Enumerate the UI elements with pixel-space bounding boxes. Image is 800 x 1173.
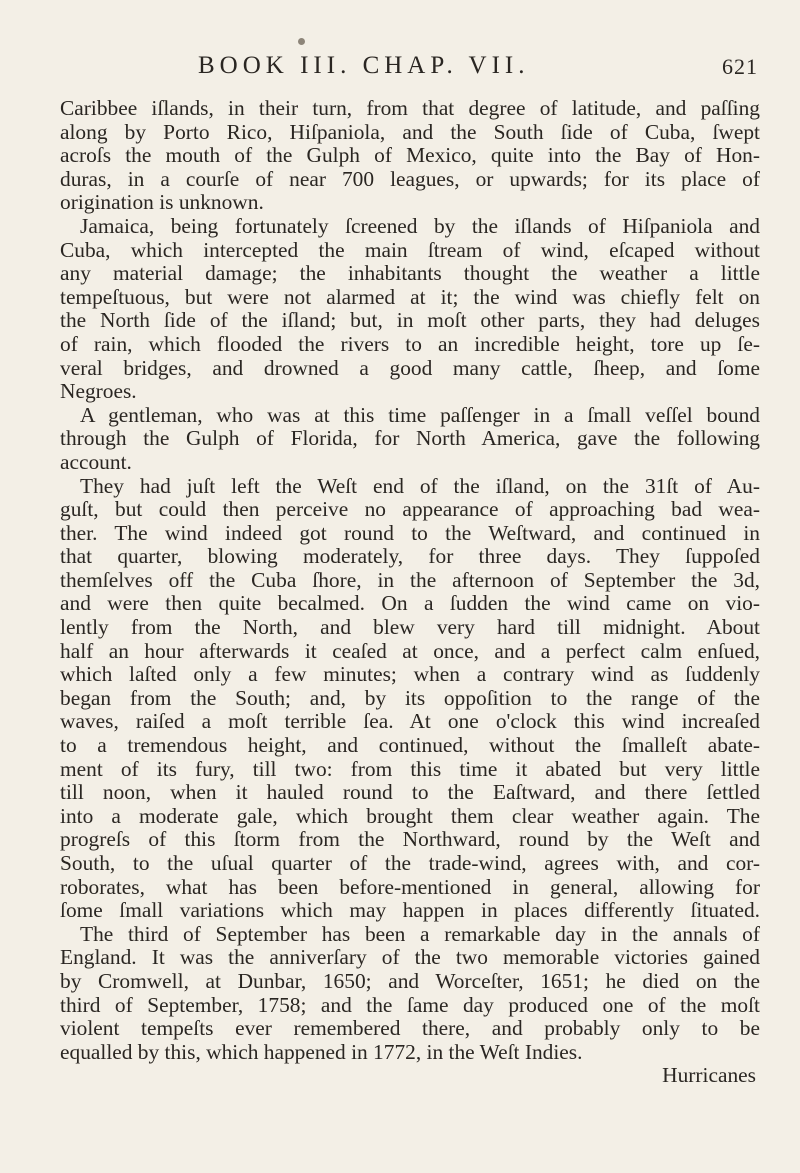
page-number: 621 <box>722 54 758 79</box>
text-line: through the Gulph of Florida, for North America, gave the following <box>60 427 760 451</box>
text-line: They had juſt left the Weſt end of the iſland, on the 31ſt of Au- <box>80 474 760 498</box>
text-line: the North ſide of the iſland; but, in moſt other parts, they had deluges <box>60 309 760 333</box>
text-line: equalled by this, which happened in 1772, in the Weſt Indies. <box>60 1040 583 1064</box>
text-line: ment of its fury, till two: from this time it abated but very little <box>60 757 760 781</box>
running-title: BOOK III. CHAP. VII. <box>198 52 530 79</box>
page-header <box>198 52 758 86</box>
text-line: A gentleman, who was at this time paſſenger in a ſmall veſſel bound <box>80 403 760 427</box>
body-text <box>60 97 760 1088</box>
text-line: themſelves off the Cuba ſhore, in the afternoon of September the 3d, <box>60 568 760 592</box>
text-line: and were then quite becalmed. On a ſudden the wind came on vio- <box>60 592 760 616</box>
text-line: began from the South; and, by its oppoſition to the range of the <box>60 686 760 710</box>
text-line: along by Porto Rico, Hiſpaniola, and the South ſide of Cuba, ſwept <box>60 120 760 144</box>
text-line: third of September, 1758; and the ſame day produced one of the moſt <box>60 993 760 1017</box>
text-line: till noon, when it hauled round to the Eaſtward, and there ſettled <box>60 781 760 805</box>
text-line: that quarter, blowing moderately, for three days. They ſuppoſed <box>60 545 760 569</box>
text-line: into a moderate gale, which brought them clear weather again. The <box>60 804 760 828</box>
text-line: Cuba, which intercepted the main ſtream of wind, eſcaped without <box>60 238 760 262</box>
text-line: account. <box>60 450 132 474</box>
text-line: roborates, what has been before-mentioned in general, allowing for <box>60 875 760 899</box>
ink-dot <box>298 38 305 45</box>
text-line: any material damage; the inhabitants thought the weather a little <box>60 262 760 286</box>
text-line: half an hour afterwards it ceaſed at once, and a perfect calm enſued, <box>60 639 760 663</box>
text-line: progreſs of this ſtorm from the Northward, round by the Weſt and <box>60 828 760 852</box>
text-line: ſome ſmall variations which may happen in places differently ſituated. <box>60 899 760 923</box>
text-line: Jamaica, being fortunately ſcreened by the iſlands of Hiſpaniola and <box>80 214 760 238</box>
text-line: of rain, which flooded the rivers to an incredible height, tore up ſe- <box>60 332 760 356</box>
text-line: to a tremendous height, and continued, without the ſmalleſt abate- <box>60 734 760 758</box>
text-line: ther. The wind indeed got round to the Weſtward, and continued in <box>60 521 760 545</box>
text-line: Caribbee iſlands, in their turn, from that degree of latitude, and paſſing <box>60 97 760 120</box>
text-line: guſt, but could then perceive no appearance of approaching bad wea- <box>60 498 760 522</box>
text-line: by Cromwell, at Dunbar, 1650; and Worceſter, 1651; he died on the <box>60 969 760 993</box>
text-line: The third of September has been a remarkable day in the annals of <box>80 922 760 946</box>
text-line: acroſs the mouth of the Gulph of Mexico, quite into the Bay of Hon- <box>60 144 760 168</box>
text-line: waves, raiſed a moſt terrible ſea. At one o'clock this wind increaſed <box>60 710 760 734</box>
text-line: lently from the North, and blew very hard till midnight. About <box>60 616 760 640</box>
text-line: duras, in a courſe of near 700 leagues, or upwards; for its place of <box>60 167 760 191</box>
text-line: veral bridges, and drowned a good many cattle, ſheep, and ſome <box>60 356 760 380</box>
text-line: violent tempeſts ever remembered there, and probably only to be <box>60 1017 760 1041</box>
text-line: origination is unknown. <box>60 191 264 215</box>
text-line: South, to the uſual quarter of the trade-wind, agrees with, and cor- <box>60 852 760 875</box>
text-line: which laſted only a few minutes; when a contrary wind as ſuddenly <box>60 663 760 687</box>
text-line: tempeſtuous, but were not alarmed at it; the wind was chiefly felt on <box>60 285 760 309</box>
text-line: England. It was the anniverſary of the two memorable victories gained <box>60 946 760 970</box>
catchword: Hurricanes <box>662 1064 756 1088</box>
text-line: Negroes. <box>60 380 137 404</box>
